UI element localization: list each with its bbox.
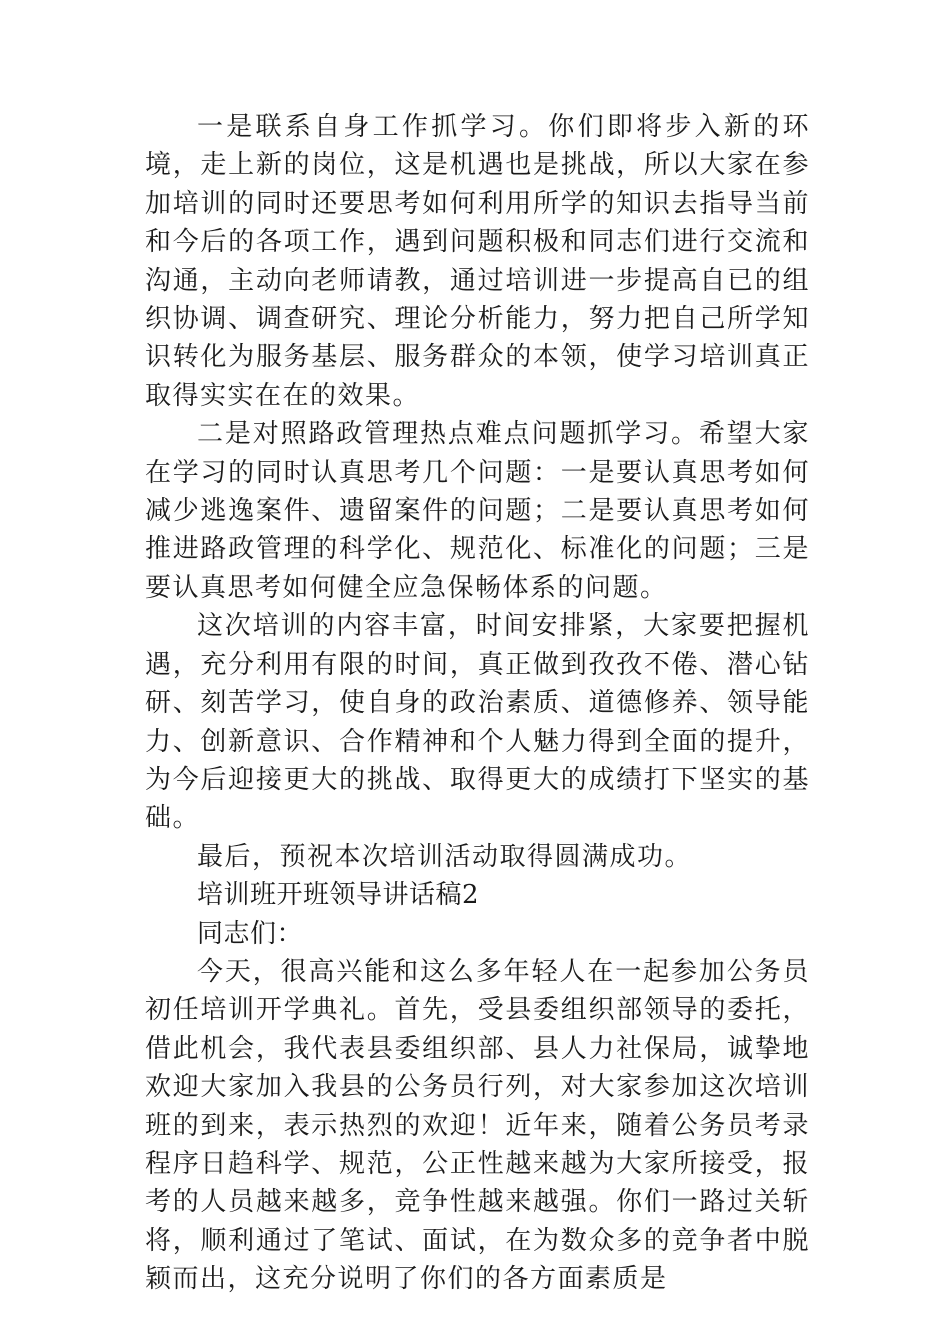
paragraph-closing-wish: 最后，预祝本次培训活动取得圆满成功。 xyxy=(197,841,693,872)
paragraph-road-management: 二是对照路政管理热点难点问题抓学习。希望大家在学习的同时认真思考几个问题：一是要认真思考如何减少逃逸案件、遗留案件的问题；二是要认真思考如何推进路政管理的科学化、规范化、标准化的问题；三是要认真思考如何健全应急保畅体系的问题。 xyxy=(145,419,810,603)
salutation: 同志们： xyxy=(197,918,304,949)
document-body xyxy=(145,108,810,1299)
section-title: 培训班开班领导讲话稿2 xyxy=(197,880,480,911)
paragraph-training-content: 这次培训的内容丰富，时间安排紧，大家要把握机遇，充分利用有限的时间，真正做到孜孜不倦、潜心钻研、刻苦学习，使自身的政治素质、道德修养、领导能力、创新意识、合作精神和个人魅力得到全面的提升，为今后迎接更大的挑战、取得更大的成绩打下坚实的基础。 xyxy=(145,611,810,834)
paragraph-study-work: 一是联系自身工作抓学习。你们即将步入新的环境，走上新的岗位，这是机遇也是挑战，所以大家在参加培训的同时还要思考如何利用所学的知识去指导当前和今后的各项工作，遇到问题积极和同志们进行交流和沟通，主动向老师请教，通过培训进一步提高自已的组织协调、调查研究、理论分析能力，努力把自己所学知识转化为服务基层、服务群众的本领，使学习培训真正取得实实在在的效果。 xyxy=(145,112,810,411)
paragraph-welcome: 今天，很高兴能和这么多年轻人在一起参加公务员初任培训开学典礼。首先，受县委组织部领导的委托，借此机会，我代表县委组织部、县人力社保局，诚挚地欢迎大家加入我县的公务员行列，对大家参加这次培训班的到来，表示热烈的欢迎！近年来，随着公务员考录程序日趋科学、规范，公正性越来越为大家所接受，报考的人员越来越多，竞争性越来越强。你们一路过关斩将，顺利通过了笔试、面试，在为数众多的竞争者中脱颖而出，这充分说明了你们的各方面素质是 xyxy=(145,956,810,1295)
